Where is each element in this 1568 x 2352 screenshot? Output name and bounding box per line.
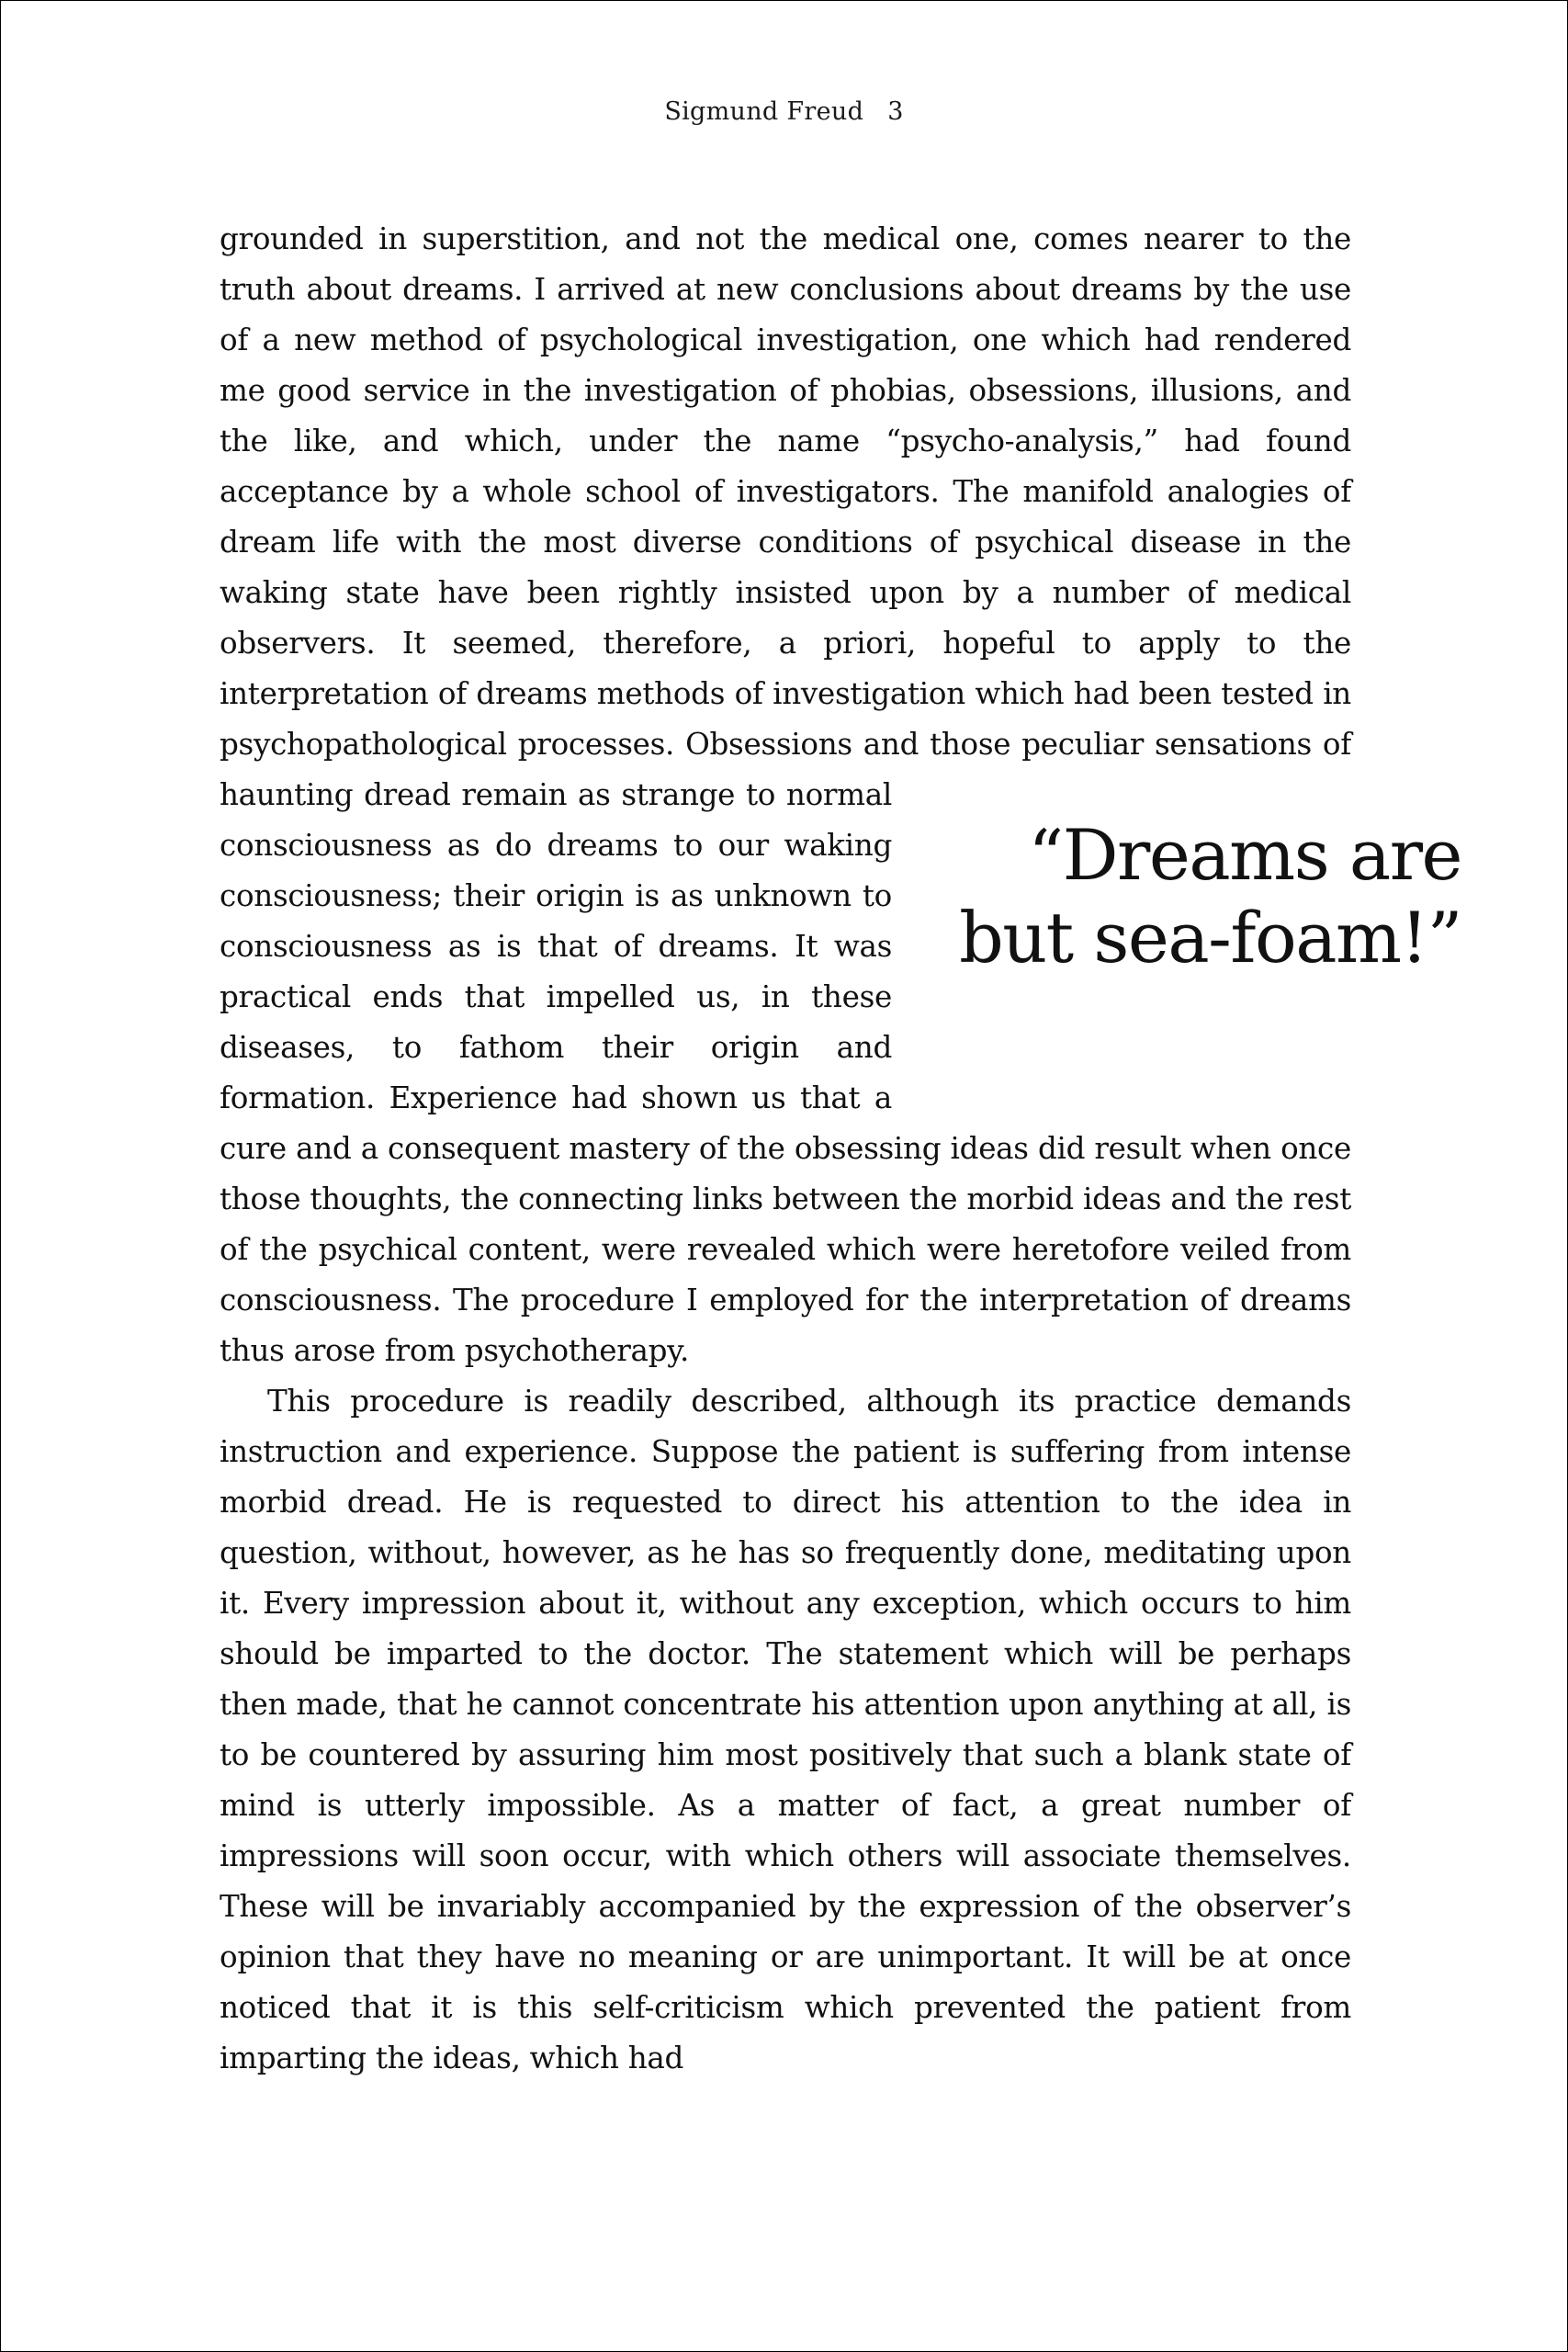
- running-head: [1, 97, 1567, 126]
- running-head-author: Sigmund Freud: [664, 97, 864, 126]
- pull-quote: “Dreams are but sea-foam!”: [959, 814, 1461, 978]
- paragraph-2: This procedure is readily described, although its practice demands instruction and experience. Suppose the patient is suffering from intense morbid dread. He is requested to direct his attention to the idea in question, without, however, as he has so frequently done, meditating upon it. Every impression about it, without any exception, which occurs to him should be imparted to the doctor. The statement which will be perhaps then made, that he cannot concentrate his attention upon anything at all, is to be countered by assuring him most positively that such a blank state of mind is utterly impossible. As a matter of fact, a great number of impressions will soon occur, with which others will associate themselves. These will be invariably accompanied by the expression of the observer’s opinion that they have no meaning or are unimportant. It will be at once noticed that it is this self-criticism which prevented the patient from imparting the ideas, which had: [220, 1384, 1351, 2075]
- paragraph-1-continuation: peculiar sensations of haunting dread remain as strange to normal consciousness as do dreams to our waking consciousness; their origin is as unknown to consciousness as is that of dreams. It was practical ends that impelled us, in these diseases, to fathom their origin and formation. Experience had shown us that a cure and a consequent mastery of the obsessing ideas did result when once those thoughts, the connecting links between the morbid ideas and the rest of the psychical content, were revealed which were heretofore veiled from consciousness. The procedure I employed for the interpretation of dreams thus arose from psychotherapy.: [220, 727, 1351, 1368]
- paragraph-1: [220, 214, 1461, 1376]
- page-number: 3: [887, 97, 904, 126]
- paragraph-1-opening: grounded in superstition, and not the medical one, comes nearer to the truth about dreams. I arrived at new conclusions about dreams by the use of a new method of psychological investigation, one which had rendered me good service in the investigation of phobias, obsessions, illusions, and the like, and which, under the name “psycho-analysis,” had found acceptance by a whole school of investigators. The manifold analogies of dream life with the most diverse conditions of psychical disease in the waking state have been rightly insisted upon by a number of medical observers. It seemed, therefore, a priori, hopeful to apply to the interpretation of dreams methods of investigation which had been tested in psychopathological processes. Obsessions and those: [220, 221, 1351, 762]
- body-text: [220, 214, 1461, 2084]
